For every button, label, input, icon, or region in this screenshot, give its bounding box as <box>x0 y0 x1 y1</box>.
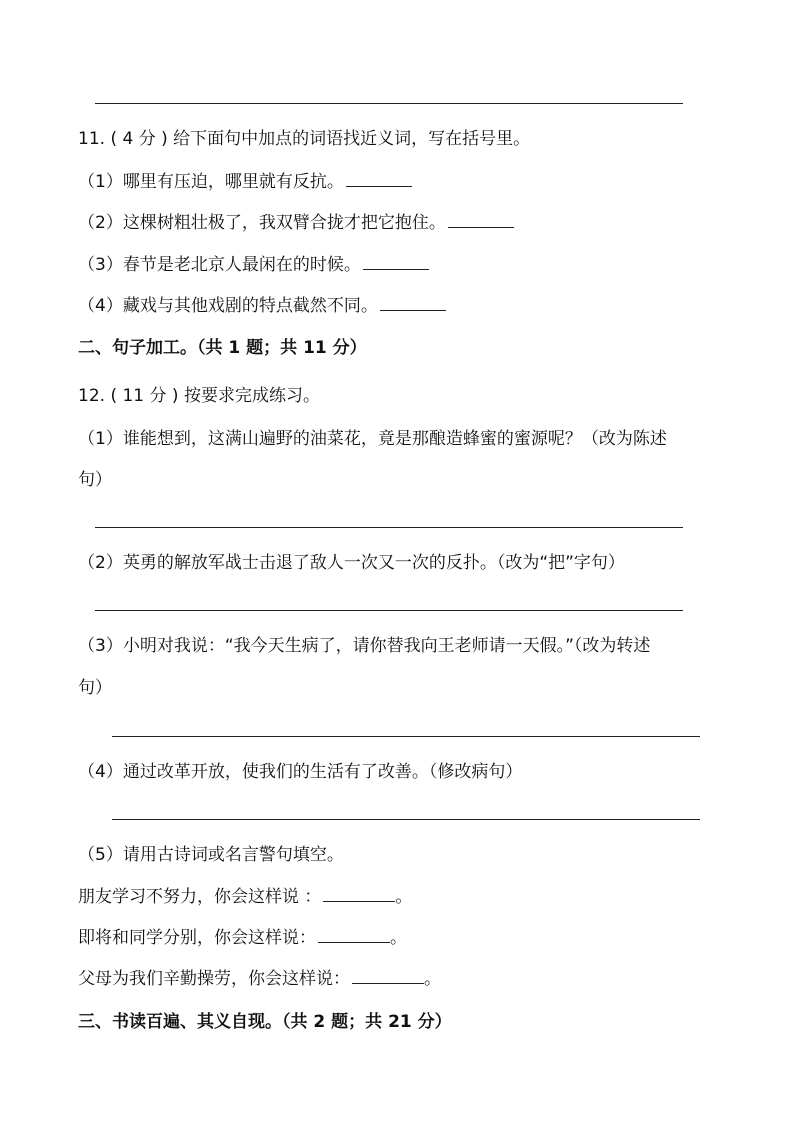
answer-blank[interactable] <box>346 170 412 187</box>
answer-blank[interactable] <box>352 967 424 984</box>
question-11-item-1 <box>78 170 412 194</box>
question-12-item-2: （2）英勇的解放军战士击退了敌人一次又一次的反扑。（改为“把”字句） <box>78 553 625 573</box>
question-11-header: 11. ( 4 分 ) 给下面句中加点的词语找近义词，写在括号里。 <box>78 129 531 149</box>
fill-suffix: 。 <box>395 887 413 907</box>
question-11-item-3 <box>78 253 429 277</box>
fill-prefix: 即将和同学分别，你会这样说： <box>78 928 316 948</box>
fill-suffix: 。 <box>390 928 407 948</box>
section-2-title: 二、句子加工。（共 1 题；共 11 分） <box>78 338 367 358</box>
answer-line[interactable] <box>95 610 683 611</box>
fill-prefix: 朋友学习不努力，你会这样说 ： <box>78 887 322 907</box>
answer-line <box>95 103 683 104</box>
question-12-item-4: （4）通过改革开放，使我们的生活有了改善。（修改病句） <box>78 762 523 782</box>
item-text: （1）哪里有压迫，哪里就有反抗。 <box>78 172 344 192</box>
fill-line-1 <box>78 885 412 909</box>
answer-blank[interactable] <box>380 294 446 311</box>
answer-blank[interactable] <box>363 253 429 270</box>
fill-line-2 <box>78 926 407 950</box>
question-12-header: 12. ( 11 分 ) 按要求完成练习。 <box>78 386 320 406</box>
answer-line[interactable] <box>95 527 683 528</box>
item-text: （4）藏戏与其他戏剧的特点截然不同。 <box>78 296 378 316</box>
question-12-item-1-line-1: （1）谁能想到，这满山遍野的油菜花，竟是那酿造蜂蜜的蜜源呢？（改为陈述 <box>78 429 667 449</box>
question-12-item-3-line-1: （3）小明对我说：“我今天生病了，请你替我向王老师请一天假。”（改为转述 <box>78 636 651 656</box>
section-3-title: 三、书读百遍、其义自现。（共 2 题；共 21 分） <box>78 1012 452 1032</box>
answer-blank[interactable] <box>318 926 390 943</box>
fill-line-3 <box>78 967 441 991</box>
answer-line[interactable] <box>112 736 700 737</box>
answer-blank[interactable] <box>448 211 514 228</box>
question-12-item-3-line-2: 句） <box>78 678 112 698</box>
question-12-item-1-line-2: 句） <box>78 470 112 490</box>
fill-prefix: 父母为我们辛勤操劳，你会这样说： <box>78 969 350 989</box>
question-11-item-2 <box>78 211 514 235</box>
item-text: （2）这棵树粗壮极了，我双臂合拢才把它抱住。 <box>78 213 446 233</box>
question-11-item-4 <box>78 294 446 318</box>
question-12-item-5: （5）请用古诗词或名言警句填空。 <box>78 845 344 865</box>
item-text: （3）春节是老北京人最闲在的时候。 <box>78 255 361 275</box>
answer-blank[interactable] <box>323 885 395 902</box>
fill-suffix: 。 <box>424 969 441 989</box>
answer-line[interactable] <box>112 819 700 820</box>
